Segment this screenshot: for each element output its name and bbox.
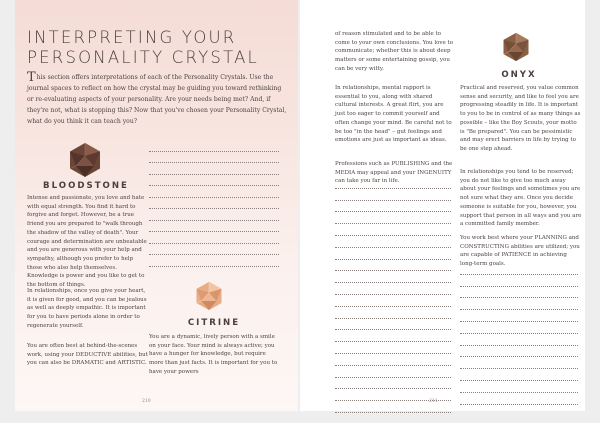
onyx-paragraph-1: Practical and reserved, you value common sense and security, and like to feel you are progressing steadily in life. It is important to you to be in control of as many things as possible – like the Boy Scouts, your motto is "Be prepared". You can be pessimistic and may erect barriers in life by trying to be one step ahead. [460,85,581,152]
onyx-heading: ONYX [501,70,537,80]
right-page [300,0,585,411]
onyx-paragraph-3: You work best where your PLANNING and CONSTRUCTING abilities are utilized; you are capable of PATIENCE in achieving long-term goals. [460,235,580,268]
bloodstone-paragraph-3: You are often best at behind-the-scenes work, using your DEDUCTIVE abilities, but you can also be DRAMATIC and ARTISTIC. [27,343,148,367]
bloodstone-crystal-icon [67,142,103,178]
journal-lines-onyx[interactable] [460,263,578,405]
citrine-continued-paragraph-2: In relationships, mental rapport is essential to you, along with shared cultural interests. A great flirt, you are just too eager to commit yourself and often change your mind. Be careful not to be too "in the head" – gut feelings and emotions are just as important as ideas. [335,85,452,144]
journal-lines-bloodstone[interactable] [149,140,279,267]
page-title [27,28,259,68]
page-number-right: 211 [429,399,438,404]
citrine-heading: CITRINE [187,318,241,328]
citrine-paragraph-1: You are a dynamic, lively person with a smile on your face. Your mind is always active; you have a hunger for knowledge, but require more than just facts. It is important for you to have your powers [149,334,278,375]
intro-paragraph [27,72,289,127]
bloodstone-paragraph-2: In relationships, once you give your heart, it is given for good, and you can be jealous as well as deeply empathic. It is important for you to have periods alone in order to regenerate yourself. [27,288,147,329]
left-page [15,0,298,411]
title-line-2: PERSONALITY CRYSTAL [27,48,259,67]
journal-lines-citrine[interactable] [335,177,451,413]
title-line-1: INTERPRETING YOUR [27,28,237,47]
citrine-continued-paragraph-1: of reason stimulated and to be able to come to your own conclusions. You love to communicate; whether this is about deep matters or some entertaining gossip, you can be very witty. [335,31,454,72]
citrine-crystal-icon [194,281,224,311]
bloodstone-heading: BLOODSTONE [43,181,129,191]
citrine-continued-paragraph-3: Professions such as PUBLISHING and the MEDIA may appeal and your INGENUITY can take you far in life. [335,161,453,185]
intro-dropcap: T [27,70,36,85]
page-number-left: 210 [142,399,151,404]
onyx-crystal-icon [501,32,531,62]
bloodstone-paragraph-1: Intense and passionate, you love and hate with equal strength. You find it hard to forgive and forget. However, be a true friend you are prepared to "walk through the shadow of the valley of death". Your courage and determination are unbeatable and you are generous with your help and sympathy, although you prefer to help those who also help themselves. Knowledge is power and you like to get to the bottom of things. [27,195,147,289]
intro-text: his section offers interpretations of each of the Personality Crystals. Use the journal spaces to reflect on how the crystal may be guiding you toward rethinking or re-evaluating aspects of your personality. Are your needs being met? And, if they're not, what is stopping this? Now that you've chosen your Personality Crystal, what do you think it can teach you? [27,74,287,125]
onyx-paragraph-2: In relationships you tend to be reserved; you do not like to give too much away about your feelings and sometimes you are not sure what they are. Once you decide someone is suitable for you, however, you support that person in all ways and you are a committed family member. [460,169,582,228]
